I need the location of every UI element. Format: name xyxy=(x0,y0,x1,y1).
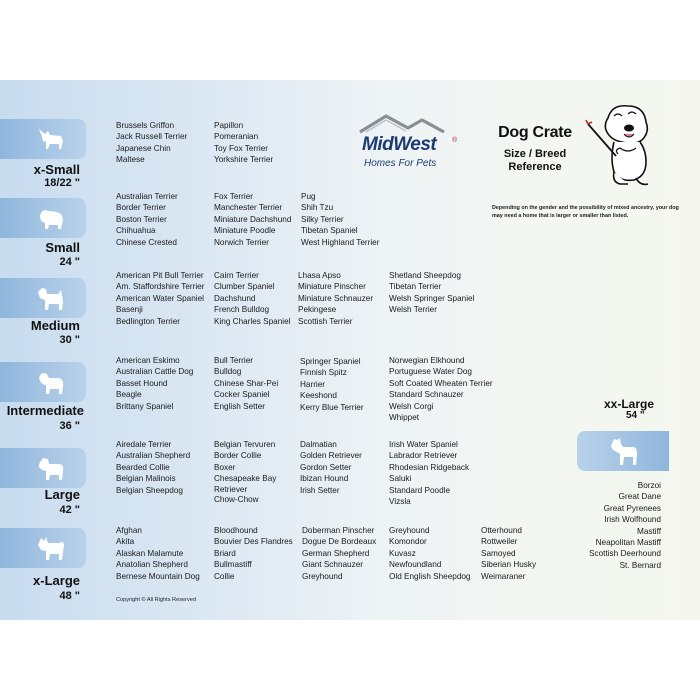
breed: Bernese Mountain Dog xyxy=(116,571,200,581)
size-tab-xx-large xyxy=(577,431,669,471)
breed: King Charles Spaniel xyxy=(214,316,291,326)
breed: Pug xyxy=(301,192,316,201)
breed: American Pit Bull Terrier xyxy=(116,271,204,280)
breed: Alaskan Malamute xyxy=(116,548,184,558)
breed: Australian Cattle Dog xyxy=(116,367,194,377)
breed: Bloodhound xyxy=(214,526,258,535)
breed-column xyxy=(481,525,536,582)
breed: Norwich Terrier xyxy=(214,237,269,247)
maltese-icon xyxy=(34,202,68,234)
breed: Border Terrier xyxy=(116,203,166,213)
breed: Anatolian Shepherd xyxy=(116,560,188,570)
breed: Beagle xyxy=(116,390,142,400)
breed: American Water Spaniel xyxy=(116,293,204,303)
labrador-icon xyxy=(34,452,68,484)
size-name-xx-large: xx-Large xyxy=(604,397,655,411)
breed: Tibetan Terrier xyxy=(389,282,442,292)
breed-column xyxy=(214,355,278,412)
breed: Chihuahua xyxy=(116,226,156,236)
breed: Otterhound xyxy=(481,526,522,535)
breed: Brittany Spaniel xyxy=(116,401,174,411)
size-tab-x-large xyxy=(0,528,86,568)
size-inches-x-small: 18/22 " xyxy=(44,177,80,189)
page-title xyxy=(480,124,590,173)
size-name-small: Small xyxy=(45,240,80,255)
breed: Boston Terrier xyxy=(116,214,167,224)
breed: Chinese Shar-Pei xyxy=(214,378,279,388)
breed-column xyxy=(214,439,276,506)
breed: Gordon Setter xyxy=(300,462,352,472)
breed-column xyxy=(389,270,474,316)
size-inches-medium: 30 " xyxy=(59,334,80,346)
breed: Miniature Dachshund xyxy=(214,214,292,224)
breed: Japanese Chin xyxy=(116,143,171,153)
size-tab-large xyxy=(0,448,86,488)
breed: Bedlington Terrier xyxy=(116,316,181,326)
breed: Weimaraner xyxy=(481,571,526,581)
breed: Jack Russell Terrier xyxy=(116,132,188,142)
breed-column xyxy=(302,525,376,582)
breed: Scottish Terrier xyxy=(298,316,353,326)
size-name-x-large: x-Large xyxy=(33,573,80,588)
breed: Briard xyxy=(214,548,236,558)
size-name-large: Large xyxy=(44,487,80,502)
breed: Akita xyxy=(116,537,135,547)
breed: Newfoundland xyxy=(389,560,442,570)
breed: Standard Poodle xyxy=(389,485,450,495)
breed: Border Collie xyxy=(214,451,262,461)
breed: Cocker Spaniel xyxy=(214,390,270,400)
breed: Bull Terrier xyxy=(214,356,253,365)
breed: Belgian Tervuren xyxy=(214,440,276,449)
size-inches-xx-large: 54 " xyxy=(626,410,645,421)
breed: Soft Coated Wheaten Terrier xyxy=(389,378,493,388)
breed: Miniature Pinscher xyxy=(298,282,366,292)
breed: Rottweiler xyxy=(481,537,518,547)
disclaimer-note: Depending on the gender and the possibility of mixed ancestry, your dog may need a home that is larger or smaller than listed. xyxy=(492,205,679,219)
breed: Dogue De Bordeaux xyxy=(302,537,377,547)
size-inches-x-large: 48 " xyxy=(59,590,80,602)
breed: St. Bernard xyxy=(619,560,661,570)
size-inches-intermediate: 36 " xyxy=(59,420,80,432)
breed-column xyxy=(389,525,470,582)
breed: Kuvasz xyxy=(389,548,416,558)
breed: Rhodesian Ridgeback xyxy=(389,462,470,472)
breed: Bouvier Des Flandres xyxy=(214,537,293,547)
breed: Harrier xyxy=(300,379,326,389)
breed: Ibizan Hound xyxy=(300,474,349,484)
breed: Shetland Sheepdog xyxy=(389,271,461,280)
breed: Keeshond xyxy=(300,391,337,401)
size-inches-small: 24 " xyxy=(59,256,80,268)
breed-column xyxy=(300,356,364,413)
size-tab-small xyxy=(0,198,86,238)
size-name-intermediate: Intermediate xyxy=(6,403,84,418)
breed: Tibetan Spaniel xyxy=(301,226,358,236)
breed: Miniature Schnauzer xyxy=(298,293,374,303)
breed: Bullmastiff xyxy=(214,560,252,570)
breed: Yorkshire Terrier xyxy=(214,155,274,165)
breed: Clumber Spaniel xyxy=(214,282,275,292)
breed-column xyxy=(214,120,273,166)
breed: Basenji xyxy=(116,305,143,315)
brand-tagline: Homes For Pets xyxy=(364,158,437,169)
husky-icon xyxy=(34,532,68,564)
breed: Standard Schnauzer xyxy=(389,390,464,400)
size-name-x-small: x-Small xyxy=(33,162,80,177)
breed: Belgian Malinois xyxy=(116,474,176,484)
breed: Neapolitan Mastiff xyxy=(595,538,661,548)
breed: Komondor xyxy=(389,537,427,547)
breed: Chesapeake Bay xyxy=(214,474,277,484)
breed: Vizsla xyxy=(389,497,411,507)
breed: Borzoi xyxy=(637,481,661,490)
breed: Greyhound xyxy=(302,571,343,581)
breed: Dalmatian xyxy=(300,440,337,449)
breed: Welsh Corgi xyxy=(389,401,434,411)
breed: Collie xyxy=(214,571,235,581)
breed: Springer Spaniel xyxy=(300,357,361,366)
breed: Retriever xyxy=(214,484,248,494)
title-sub-line-1: Size / Breed xyxy=(503,148,567,160)
title-main: Dog Crate xyxy=(498,124,572,141)
breed-column xyxy=(116,191,178,248)
breed: Whippet xyxy=(389,413,420,423)
breed-column xyxy=(116,355,193,412)
terrier-icon xyxy=(34,282,68,314)
breed-column-xx-large xyxy=(560,480,661,571)
breed-column xyxy=(301,191,379,248)
breed: Shih Tzu xyxy=(301,203,334,213)
breed-column xyxy=(298,270,373,327)
breed: Golden Retriever xyxy=(300,451,362,461)
breed: Chow-Chow xyxy=(214,494,259,504)
breed: Welsh Terrier xyxy=(389,305,437,315)
breed: Greyhound xyxy=(389,526,430,535)
breed: Cairn Terrier xyxy=(214,271,259,280)
breed: Saluki xyxy=(389,474,412,484)
breed: Scottish Deerhound xyxy=(589,549,661,559)
breed: Giant Schnauzer xyxy=(302,560,363,570)
breed: Mastiff xyxy=(637,526,661,536)
breed: Great Dane xyxy=(618,492,661,502)
breed: Great Pyrenees xyxy=(603,503,661,513)
breed: French Bulldog xyxy=(214,305,270,315)
breed: Dachshund xyxy=(214,293,256,303)
breed: German Shepherd xyxy=(302,548,370,558)
brand-name: MidWest xyxy=(362,134,437,155)
breed: English Setter xyxy=(214,401,265,411)
breed: Bulldog xyxy=(214,367,242,377)
breed: Australian Terrier xyxy=(116,192,178,201)
papillon-icon xyxy=(34,123,68,155)
breed: Afghan xyxy=(116,526,142,535)
breed-column xyxy=(116,525,200,582)
breed: Miniature Poodle xyxy=(214,226,276,236)
breed: Fox Terrier xyxy=(214,192,253,201)
breed: Kerry Blue Terrier xyxy=(300,402,364,412)
breed: Norwegian Elkhound xyxy=(389,356,465,365)
breed: Labrador Retriever xyxy=(389,451,458,461)
breed: Belgian Sheepdog xyxy=(116,485,183,495)
breed: Basset Hound xyxy=(116,378,168,388)
breed: Pomeranian xyxy=(214,132,259,142)
breed: Irish Water Spaniel xyxy=(389,440,458,449)
breed-column xyxy=(214,191,291,248)
breed-column xyxy=(214,525,293,582)
breed: American Eskimo xyxy=(116,356,180,365)
breed: Bearded Collie xyxy=(116,462,170,472)
brand-registered-mark: ® xyxy=(452,137,458,144)
title-sub-line-2: Reference xyxy=(508,161,562,173)
breed: Welsh Springer Spaniel xyxy=(389,293,475,303)
breed: Old English Sheepdog xyxy=(389,571,471,581)
breed: Portuguese Water Dog xyxy=(389,367,472,377)
midwest-logo xyxy=(356,112,466,182)
breed: Pekingese xyxy=(298,305,337,315)
breed: Lhasa Apso xyxy=(298,271,341,280)
size-tab-intermediate xyxy=(0,362,86,402)
breed: Siberian Husky xyxy=(481,560,537,570)
breed: Chinese Crested xyxy=(116,237,177,247)
breed: Irish Setter xyxy=(300,485,340,495)
breed: Brussels Griffon xyxy=(116,121,175,130)
breed: West Highland Terrier xyxy=(301,237,380,247)
size-inches-large: 42 " xyxy=(59,504,80,516)
spaniel-icon xyxy=(34,366,68,398)
sheepdog-mascot-icon xyxy=(584,98,660,188)
size-name-medium: Medium xyxy=(30,318,80,333)
great-dane-icon xyxy=(607,434,641,468)
breed: Airedale Terrier xyxy=(116,440,172,449)
copyright-notice: Copyright © All Rights Reserved xyxy=(116,597,196,603)
breed: Toy Fox Terrier xyxy=(214,143,268,153)
size-tab-medium xyxy=(0,278,86,318)
breed: Silky Terrier xyxy=(301,214,344,224)
breed: Doberman Pinscher xyxy=(302,526,375,535)
breed: Manchester Terrier xyxy=(214,203,283,213)
breed: Irish Wolfhound xyxy=(604,515,661,525)
breed-column xyxy=(389,439,469,507)
breed: Boxer xyxy=(214,462,236,472)
breed-column xyxy=(389,355,493,423)
breed: Australian Shepherd xyxy=(116,451,191,461)
size-tab-x-small xyxy=(0,119,86,159)
breed-column xyxy=(116,439,190,496)
breed: Papillon xyxy=(214,121,244,130)
breed-column xyxy=(116,270,204,327)
roof-icon xyxy=(356,112,446,134)
breed-column xyxy=(116,120,187,166)
breed: Am. Staffordshire Terrier xyxy=(116,282,205,292)
breed: Maltese xyxy=(116,155,145,165)
breed: Samoyed xyxy=(481,548,516,558)
breed-column xyxy=(300,439,362,496)
breed: Finnish Spitz xyxy=(300,368,347,378)
breed-column xyxy=(214,270,290,327)
